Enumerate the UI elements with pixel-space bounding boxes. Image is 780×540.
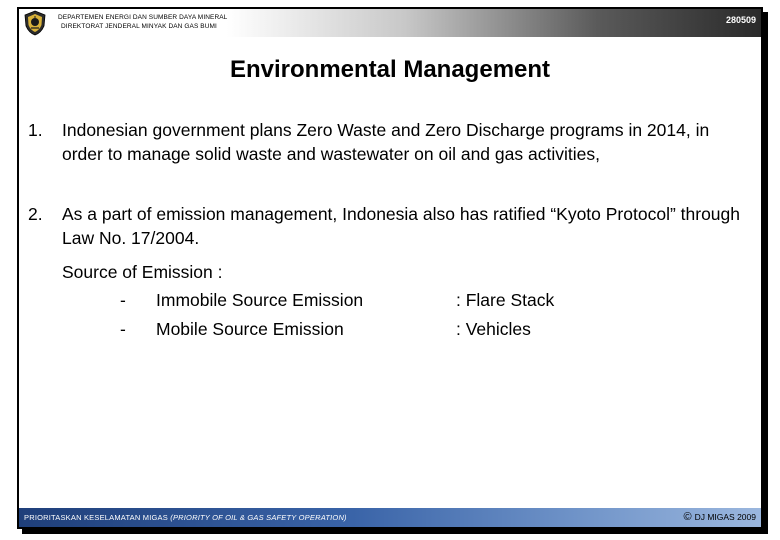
list-number: 1. [28,120,43,140]
source-dash: - [120,319,126,339]
slide-title: Environmental Management [229,56,551,83]
source-heading: Source of Emission : [62,262,223,282]
footer-slogan [24,513,347,522]
copyright-icon: © [683,511,692,523]
document-code: 280509 [725,15,756,25]
source-name: Immobile Source Emission [156,290,364,310]
source-name: Mobile Source Emission [156,319,344,339]
esdm-emblem-icon [22,10,48,36]
list-text: As a part of emission management, Indonesia also has ratified “Kyoto Protocol” through Law No. 17/2004. [62,204,741,248]
source-dash: - [120,290,126,310]
directorate-name: DIREKTORAT JENDERAL MINYAK DAN GAS BUMI [61,23,217,30]
frame-shadow-right [763,12,768,534]
list-number: 2. [28,204,43,224]
frame-shadow-bottom [22,529,768,534]
list-item [28,118,748,166]
footer-slogan-english: (PRIORITY OF OIL & GAS SAFETY OPERATION) [170,513,347,522]
department-name: DEPARTEMEN ENERGI DAN SUMBER DAYA MINERAL [58,14,228,21]
source-value: : Vehicles [456,319,531,339]
footer-copyright-text: DJ MIGAS 2009 [694,512,756,522]
source-value: : Flare Stack [456,290,555,310]
source-row [0,290,780,314]
source-row [0,319,780,343]
footer-slogan-main: PRIORITASKAN KESELAMATAN MIGAS [24,513,168,522]
footer-copyright [683,512,756,522]
list-text: Indonesian government plans Zero Waste and Zero Discharge programs in 2014, in order to manage solid waste and wastewater on oil and gas activities, [62,120,710,164]
list-item [28,202,748,250]
